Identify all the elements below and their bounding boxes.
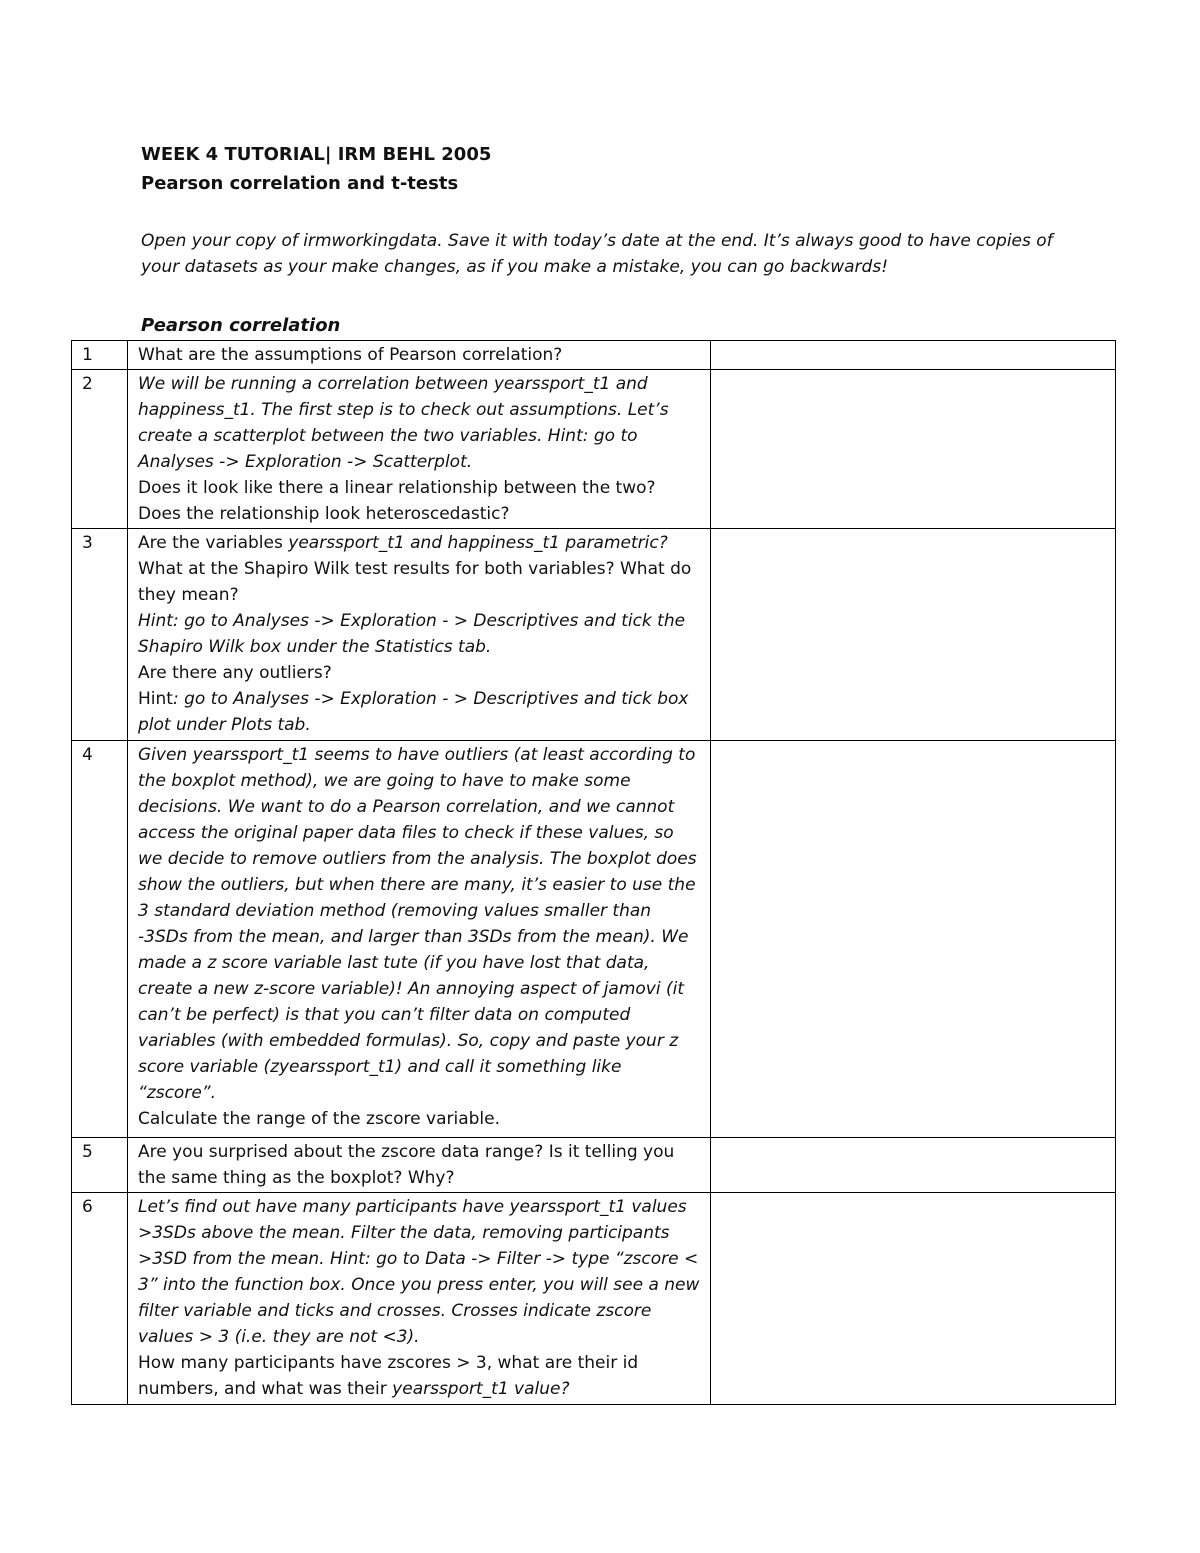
question-number: 1 [72,341,128,370]
question-number: 3 [72,529,128,741]
question-number: 5 [72,1138,128,1193]
question-text [128,370,711,529]
table-row [72,529,1116,741]
question-paragraph [138,686,702,738]
question-text-span: Are the variables [138,533,289,553]
table-row [72,341,1116,370]
question-text-span: yearssport_t1 and happiness_t1 parametric? [288,533,668,553]
question-text-span: : go to Analyses -> Exploration - > Descriptives and tick box plot under Plots tab. [138,689,689,735]
answer-cell[interactable] [711,370,1116,529]
question-paragraph [138,1350,702,1402]
question-paragraph: Calculate the range of the zscore variable. [138,1109,501,1129]
question-paragraph: Are there any outliers? [138,663,332,683]
question-number: 2 [72,370,128,529]
table-row [72,741,1116,1138]
intro-paragraph: Open your copy of irmworkingdata. Save it with today’s date at the end. It’s always good to have copies of your datasets as your make changes, as if you make a mistake, you can go backwards! [141,231,1053,277]
table-row [72,1193,1116,1405]
question-text-span: Hint [138,689,173,709]
question-text-line: What are the assumptions of Pearson correlation? [138,345,563,365]
table-row [72,1138,1116,1193]
answer-cell[interactable] [711,341,1116,370]
question-paragraph [138,530,702,556]
question-number: 6 [72,1193,128,1405]
question-text-span: yearssport_t1 value? [392,1379,570,1399]
question-text [128,1193,711,1405]
question-paragraph: Hint: go to Analyses -> Exploration - > Descriptives and tick the Shapiro Wilk box under the Statistics tab. [138,611,686,657]
question-text-span: How many participants have zscores > 3, what are their id numbers, and what was their [138,1353,639,1399]
question-text-line: Are you surprised about the zscore data range? Is it telling you the same thing as the boxplot? Why? [138,1142,675,1188]
question-paragraph: What at the Shapiro Wilk test results for both variables? What do they mean? [138,559,692,605]
table-row [72,370,1116,529]
question-paragraph: Does it look like there a linear relationship between the two? [138,478,656,498]
question-text [128,341,711,370]
questions-table [71,340,1116,1405]
question-paragraph: We will be running a correlation between yearssport_t1 and happiness_t1. The first step is to check out assumptions. Let’s create a scatterplot between the two variables. Hint: go to Analyses -> Exploration -> Scatterplot. [138,374,669,472]
page-title: WEEK 4 TUTORIAL| IRM BEHL 2005 [141,144,492,165]
question-number: 4 [72,741,128,1138]
question-paragraph: Given yearssport_t1 seems to have outliers (at least according to the boxplot method), we are going to have to make some decisions. We want to do a Pearson correlation, and we cannot access the original paper data files to check if these values, so we decide to remove outliers from the analysis. The boxplot does show the outliers, but when there are many, it’s easier to use the 3 standard deviation method (removing values smaller than -3SDs from the mean, and larger than 3SDs from the mean). We made a z score variable last tute (if you have lost that data, create a new z-score variable)! An annoying aspect of jamovi (it can’t be perfect) is that you can’t filter data on computed variables (with embedded formulas). So, copy and paste your z score variable (zyearssport_t1) and call it something like “zscore”. [138,745,697,1103]
question-paragraph: Let’s find out have many participants have yearssport_t1 values >3SDs above the mean. Filter the data, removing participants >3SD from the mean. Hint: go to Data -> Filter -> type “zscore < 3” into the function box. Once you press enter, you will see a new filter variable and ticks and crosses. Crosses indicate zscore values > 3 (i.e. they are not <3). [138,1197,700,1347]
question-text [128,529,711,741]
answer-cell[interactable] [711,741,1116,1138]
page-subtitle: Pearson correlation and t-tests [141,173,459,194]
answer-cell[interactable] [711,1193,1116,1405]
question-paragraph: Does the relationship look heteroscedastic? [138,504,510,524]
answer-cell[interactable] [711,1138,1116,1193]
question-text [128,1138,711,1193]
question-text [128,741,711,1138]
answer-cell[interactable] [711,529,1116,741]
section-title: Pearson correlation [141,315,341,336]
